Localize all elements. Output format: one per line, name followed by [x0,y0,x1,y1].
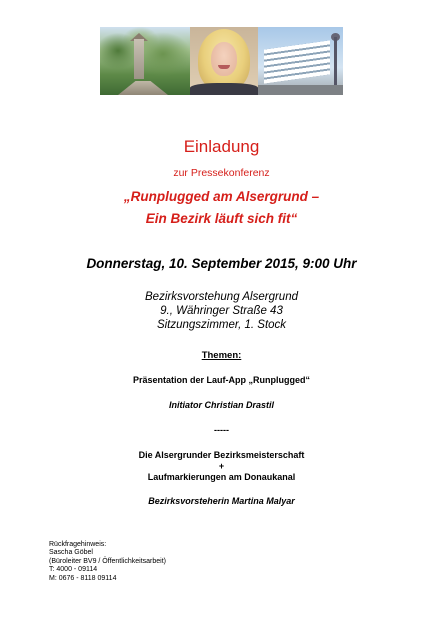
topic-item-2-line-2: Laufmarkierungen am Donaukanal [147,472,296,482]
topics-heading: Themen: [201,350,242,361]
modern-building [264,40,330,83]
venue-line-1: Bezirksvorstehung Alsergrund [145,291,298,303]
street-lamp-pole [334,37,337,87]
park-path [118,81,168,95]
tower [134,39,144,79]
venue-line-3: Sitzungszimmer, 1. Stock [156,319,287,331]
contact-mobile: M: 0676 - 8118 09114 [49,574,117,582]
contact-phone: T: 4000 - 09114 [49,566,98,574]
building-photo [258,27,343,95]
event-title-line-2: Ein Bezirk läuft sich fit“ [145,211,298,226]
portrait-shoulders [190,83,258,95]
contact-label: Rückfragehinweis: [49,541,107,548]
contact-role: (Büroleiter BV9 / Öffentlichkeitsarbeit) [49,557,166,565]
contact-block [49,541,166,583]
park-photo [100,27,190,95]
topic-item-2-line-1: Die Alsergrunder Bezirksmeisterschaft [138,450,305,460]
topic-item-1: Präsentation der Lauf-App „Runplugged“ [133,375,310,385]
header-photo-strip [100,27,343,95]
event-date: Donnerstag, 10. September 2015, 9:00 Uhr [86,256,357,271]
invitation-title: Einladung [183,137,260,156]
topic-speaker-1: Initiator Christian Drastil [168,400,275,410]
topic-speaker-2: Bezirksvorsteherin Martina Malyar [148,496,295,506]
street [258,85,343,95]
portrait-face [211,42,237,76]
topic-separator: ----- [214,425,229,435]
topic-item-2-plus: + [218,461,225,471]
contact-name: Sascha Göbel [49,549,93,557]
event-title-line-1: „Runplugged am Alsergrund – [123,189,320,204]
portrait-photo [190,27,258,95]
event-title [0,186,443,230]
venue-line-2: 9., Währinger Straße 43 [160,305,283,317]
event-venue [0,290,443,332]
invitation-subtitle: zur Pressekonferenz [173,167,270,179]
